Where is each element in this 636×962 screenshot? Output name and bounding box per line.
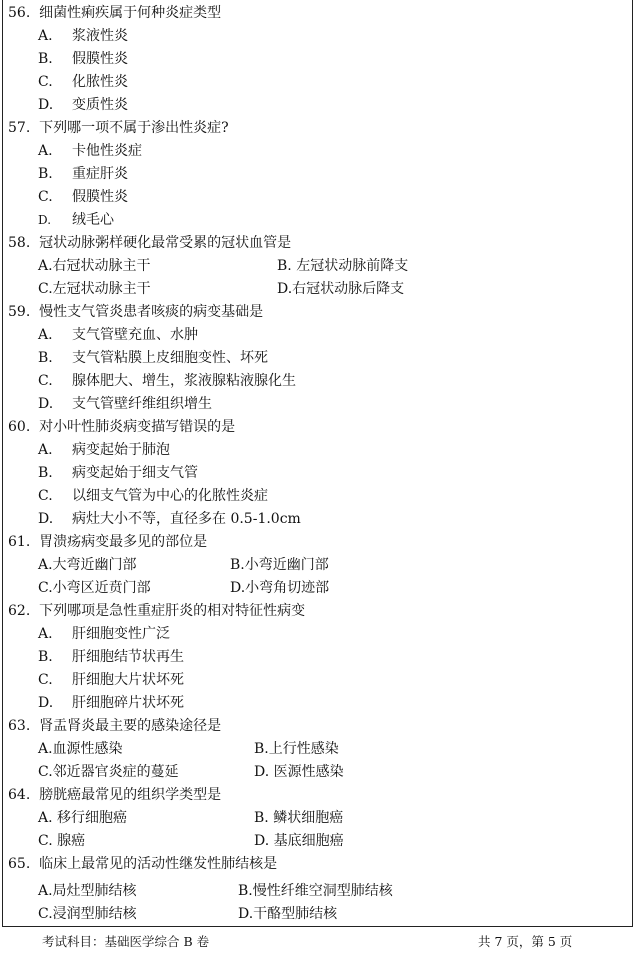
option-58-d[interactable]: D.右冠状动脉后降支: [277, 281, 405, 297]
option-62-b[interactable]: B. 肝细胞结节状再生: [38, 649, 184, 665]
option-63-d[interactable]: D. 医源性感染: [254, 764, 344, 780]
option-63-b[interactable]: B.上行性感染: [254, 741, 339, 757]
option-57-d[interactable]: D. 绒毛心: [38, 212, 114, 228]
option-62-d[interactable]: D. 肝细胞碎片状坏死: [38, 695, 184, 711]
option-59-d[interactable]: D. 支气管壁纤维组织增生: [38, 396, 212, 412]
option-63-c[interactable]: C.邻近器官炎症的蔓延: [38, 764, 179, 780]
option-57-a[interactable]: A. 卡他性炎症: [38, 143, 142, 159]
question-63: 63. 肾盂肾炎最主要的感染途径是: [8, 718, 222, 734]
option-57-c[interactable]: C. 假膜性炎: [38, 189, 128, 205]
option-64-a[interactable]: A. 移行细胞癌: [38, 810, 128, 826]
option-56-c[interactable]: C. 化脓性炎: [38, 74, 128, 90]
option-62-a[interactable]: A. 肝细胞变性广泛: [38, 626, 170, 642]
option-60-d[interactable]: D. 病灶大小不等，直径多在 0.5-1.0cm: [38, 511, 301, 527]
option-65-a[interactable]: A.局灶型肺结核: [38, 883, 137, 899]
option-58-b[interactable]: B. 左冠状动脉前降支: [277, 258, 409, 274]
option-61-b[interactable]: B.小弯近幽门部: [230, 557, 329, 573]
question-62: 62. 下列哪项是急性重症肝炎的相对特征性病变: [8, 603, 306, 619]
option-61-d[interactable]: D.小弯角切迹部: [230, 580, 330, 596]
option-58-a[interactable]: A.右冠状动脉主干: [38, 258, 151, 274]
option-64-d[interactable]: D. 基底细胞癌: [254, 833, 344, 849]
question-56: 56. 细菌性痢疾属于何种炎症类型: [8, 5, 222, 21]
option-56-d[interactable]: D. 变质性炎: [38, 97, 128, 113]
option-59-b[interactable]: B. 支气管粘膜上皮细胞变性、坏死: [38, 350, 268, 366]
option-59-c[interactable]: C. 腺体肥大、增生，浆液腺粘液腺化生: [38, 373, 296, 389]
question-60: 60. 对小叶性肺炎病变描写错误的是: [8, 419, 236, 435]
option-58-c[interactable]: C.左冠状动脉主干: [38, 281, 151, 297]
option-60-a[interactable]: A. 病变起始于肺泡: [38, 442, 170, 458]
option-59-a[interactable]: A. 支气管壁充血、水肿: [38, 327, 198, 343]
question-58: 58. 冠状动脉粥样硬化最常受累的冠状血管是: [8, 235, 292, 251]
question-57: 57. 下列哪一项不属于渗出性炎症?: [8, 120, 229, 136]
footer-page-count: 共 7 页，第 5 页: [478, 934, 573, 949]
option-65-c[interactable]: C.浸润型肺结核: [38, 906, 137, 922]
question-61: 61. 胃溃疡病变最多见的部位是: [8, 534, 208, 550]
option-57-b[interactable]: B. 重症肝炎: [38, 166, 128, 182]
option-65-d[interactable]: D.干酪型肺结核: [238, 906, 338, 922]
footer-subject: 考试科目：基础医学综合 B 卷: [42, 934, 210, 949]
question-64: 64. 膀胱癌最常见的组织学类型是: [8, 787, 222, 803]
option-63-a[interactable]: A.血源性感染: [38, 741, 123, 757]
option-60-c[interactable]: C. 以细支气管为中心的化脓性炎症: [38, 488, 268, 504]
question-59: 59. 慢性支气管炎患者咳痰的病变基础是: [8, 304, 264, 320]
option-64-b[interactable]: B. 鳞状细胞癌: [254, 810, 344, 826]
option-56-b[interactable]: B. 假膜性炎: [38, 51, 128, 67]
option-61-a[interactable]: A.大弯近幽门部: [38, 557, 137, 573]
option-56-a[interactable]: A. 浆液性炎: [38, 28, 128, 44]
option-60-b[interactable]: B. 病变起始于细支气管: [38, 465, 198, 481]
question-65: 65. 临床上最常见的活动性继发性肺结核是: [8, 856, 278, 872]
option-64-c[interactable]: C. 腺癌: [38, 833, 86, 849]
option-61-c[interactable]: C.小弯区近贲门部: [38, 580, 151, 596]
option-65-b[interactable]: B.慢性纤维空洞型肺结核: [238, 883, 393, 899]
option-62-c[interactable]: C. 肝细胞大片状坏死: [38, 672, 184, 688]
